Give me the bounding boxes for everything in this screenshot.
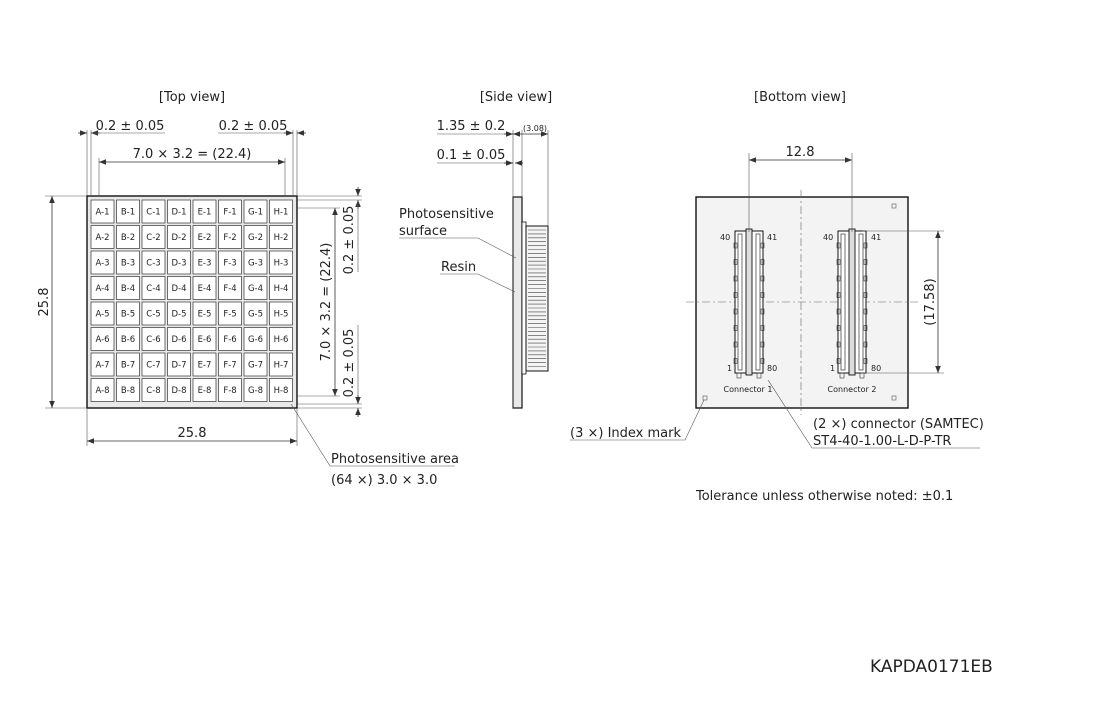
connector-2-label: Connector 2 xyxy=(827,385,877,394)
connector-center-rail xyxy=(849,229,855,375)
connector-note-2: ST4-40-1.00-L-D-P-TR xyxy=(813,434,952,449)
pixel-label: F-4 xyxy=(223,284,237,294)
pin-1-c1: 1 xyxy=(727,364,733,373)
pixel-label: H-6 xyxy=(273,335,289,345)
pixel-label: D-6 xyxy=(171,335,187,345)
dim-top-left-offset: 0.2 ± 0.05 xyxy=(95,119,165,134)
pixel-label: A-5 xyxy=(95,309,110,320)
pixel-label: A-7 xyxy=(95,360,110,371)
pixel-label: A-8 xyxy=(95,386,110,396)
pixel-label: E-3 xyxy=(197,258,212,269)
pixel-label: E-1 xyxy=(197,207,212,218)
side-view xyxy=(399,90,552,408)
dim-side-thickness: 1.35 ± 0.2 xyxy=(436,119,506,134)
pixel-label: H-2 xyxy=(273,233,289,243)
pixel-label: F-8 xyxy=(223,386,237,396)
pixel-label: C-5 xyxy=(146,309,161,320)
pixel-label: D-1 xyxy=(171,207,187,218)
pixel-label: E-2 xyxy=(197,233,212,243)
dim-bottom-connector-length: (17.58) xyxy=(923,278,938,326)
pixel-label: C-3 xyxy=(146,258,161,269)
pixel-label: C-4 xyxy=(146,284,161,294)
dim-right-bottom-offset: 0.2 ± 0.05 xyxy=(342,328,357,398)
pin-41-c1: 41 xyxy=(767,233,778,242)
pixel-label: E-7 xyxy=(197,360,212,371)
pin-40-c1: 40 xyxy=(720,233,731,242)
dim-side-surface: 0.1 ± 0.05 xyxy=(436,148,506,163)
label-photosensitive-surface-1: Photosensitive xyxy=(399,207,494,222)
connector-1 xyxy=(734,229,764,378)
photosensitive-area-label: Photosensitive area xyxy=(331,452,460,467)
pixel-label: E-5 xyxy=(197,309,212,320)
pixel-label: D-5 xyxy=(171,309,187,320)
pixel-label: H-3 xyxy=(273,258,289,269)
index-mark-label: (3 ×) Index mark xyxy=(570,426,681,441)
side-view-connector xyxy=(526,226,548,371)
pixel-label: F-1 xyxy=(223,207,237,218)
pixel-label: H-7 xyxy=(273,360,289,371)
dim-top-right-offset: 0.2 ± 0.05 xyxy=(218,119,288,134)
connector-2 xyxy=(837,229,867,378)
pin-41-c2: 41 xyxy=(871,233,882,242)
pin-80-c2: 80 xyxy=(871,364,882,373)
dim-right-top-offset: 0.2 ± 0.05 xyxy=(342,205,357,275)
pixel-label: B-3 xyxy=(120,258,136,269)
pixel-label: G-7 xyxy=(247,360,264,371)
pixel-label: A-1 xyxy=(95,207,110,218)
pixel-label: F-6 xyxy=(223,335,237,345)
bottom-view xyxy=(570,90,984,449)
pixel-label: H-8 xyxy=(273,386,289,396)
pin-40-c2: 40 xyxy=(823,233,834,242)
pixel-label: G-5 xyxy=(247,309,264,320)
pixel-label: B-4 xyxy=(120,284,136,294)
pixel-label: E-4 xyxy=(197,284,212,294)
pixel-label: B-5 xyxy=(120,309,136,320)
pixel-label: D-7 xyxy=(171,360,187,371)
pixel-label: F-7 xyxy=(223,360,237,371)
pixel-label: F-5 xyxy=(223,309,237,320)
bottom-view-package xyxy=(696,197,908,408)
pixel-label: G-8 xyxy=(247,386,264,396)
pixel-label: D-2 xyxy=(171,233,187,243)
pixel-label: B-8 xyxy=(120,386,136,396)
pixel-label: A-3 xyxy=(95,258,110,269)
pixel-label: D-8 xyxy=(171,386,187,396)
pixel-label: B-2 xyxy=(120,233,136,243)
dim-side-total: (3.08) xyxy=(522,124,548,133)
pixel-label: H-4 xyxy=(273,284,289,294)
pixel-label: A-6 xyxy=(95,335,110,345)
pixel-label: C-6 xyxy=(146,335,161,345)
pixel-label: A-2 xyxy=(95,233,110,243)
pixel-label: C-1 xyxy=(146,207,161,218)
tolerance-note: Tolerance unless otherwise noted: ±0.1 xyxy=(696,489,954,504)
connector-note-1: (2 ×) connector (SAMTEC) xyxy=(813,417,984,432)
pixel-label: E-6 xyxy=(197,335,212,345)
label-resin: Resin xyxy=(441,260,477,275)
pixel-label: B-1 xyxy=(120,207,136,218)
dim-top-width: 25.8 xyxy=(177,426,207,441)
pixel-label: E-8 xyxy=(197,386,212,396)
pixel-label: C-7 xyxy=(146,360,161,371)
pixel-label: H-5 xyxy=(273,309,289,320)
pixel-label: F-3 xyxy=(223,258,237,269)
pixel-label: G-4 xyxy=(247,284,264,294)
dim-right-pitch: 7.0 × 3.2 = (22.4) xyxy=(319,242,334,362)
dim-bottom-spacing: 12.8 xyxy=(785,145,815,160)
connector-1-label: Connector 1 xyxy=(723,385,773,394)
pixel-label: C-2 xyxy=(146,233,161,243)
top-view xyxy=(37,90,459,488)
pixel-label: G-6 xyxy=(247,335,264,345)
top-view-title: [Top view] xyxy=(158,90,226,105)
bottom-view-title: [Bottom view] xyxy=(754,90,846,105)
pixel-label: A-4 xyxy=(95,284,110,294)
label-photosensitive-surface-2: surface xyxy=(399,224,448,239)
pin-80-c1: 80 xyxy=(767,364,778,373)
drawing-code: KAPDA0171EB xyxy=(870,657,993,677)
pixel-label: G-2 xyxy=(247,233,264,243)
pixel-label: D-4 xyxy=(171,284,187,294)
pixel-label: B-7 xyxy=(120,360,136,371)
pixel-label: G-3 xyxy=(247,258,264,269)
dim-top-height: 25.8 xyxy=(37,287,52,317)
dim-top-pitch-total: 7.0 × 3.2 = (22.4) xyxy=(132,147,252,162)
connector-center-rail xyxy=(746,229,752,375)
photosensitive-area-size: (64 ×) 3.0 × 3.0 xyxy=(331,473,438,488)
pixel-label: F-2 xyxy=(223,233,237,243)
side-view-package xyxy=(513,197,522,408)
pixel-label: B-6 xyxy=(120,335,136,345)
pixel-label: C-8 xyxy=(146,386,161,396)
side-view-title: [Side view] xyxy=(479,90,553,105)
pixel-label: D-3 xyxy=(171,258,187,269)
pixel-label: G-1 xyxy=(247,207,264,218)
pin-1-c2: 1 xyxy=(830,364,836,373)
pixel-label: H-1 xyxy=(273,207,289,218)
